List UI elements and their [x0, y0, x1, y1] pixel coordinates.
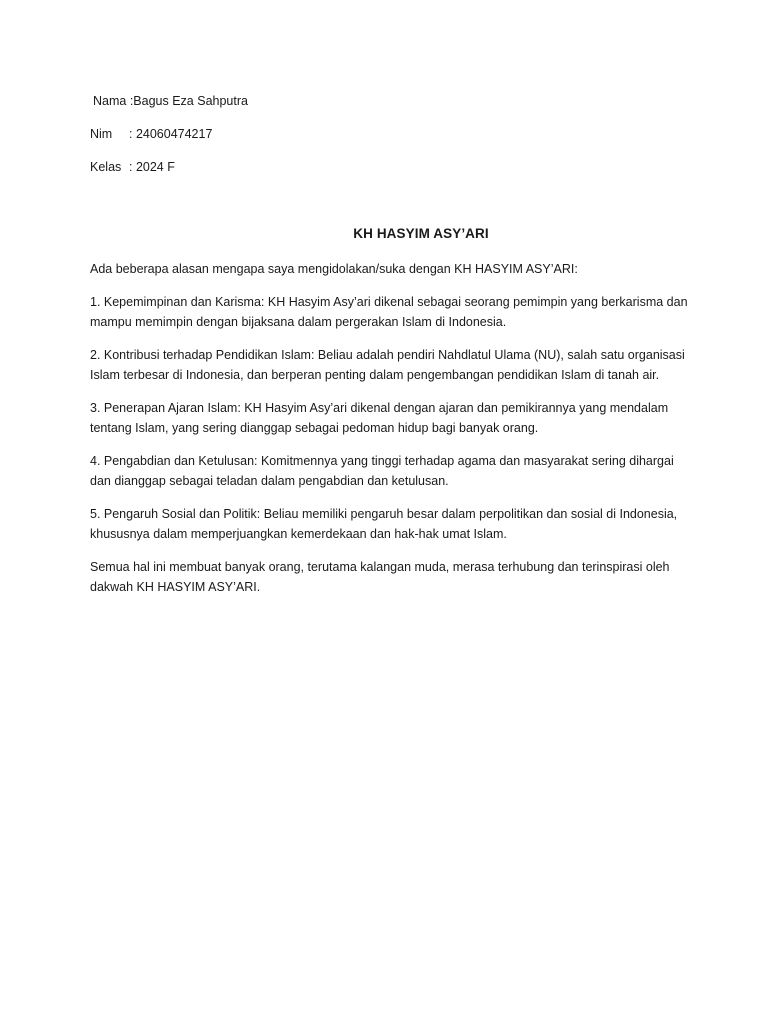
student-identity-block — [90, 92, 248, 191]
name-value: Bagus Eza Sahputra — [133, 94, 248, 108]
point-paragraph: 3. Penerapan Ajaran Islam: KH Hasyim Asy’ari dikenal dengan ajaran dan pemikirannya yang mendalam tentang Islam, yang sering dianggap sebagai pedoman hidup bagi banyak orang. — [90, 401, 669, 435]
name-row — [90, 92, 248, 110]
kelas-value: : 2024 F — [129, 160, 175, 174]
point-paragraph: 4. Pengabdian dan Ketulusan: Komitmennya yang tinggi terhadap agama dan masyarakat sering dihargai dan dianggap sebagai teladan dalam pengabdian dan ketulusan. — [90, 454, 674, 488]
document-title: KH HASYIM ASY’ARI — [353, 226, 489, 241]
closing-paragraph: Semua hal ini membuat banyak orang, terutama kalangan muda, merasa terhubung dan terinspirasi oleh dakwah KH HASYIM ASY’ARI. — [90, 560, 670, 594]
intro-paragraph: Ada beberapa alasan mengapa saya mengidolakan/suka dengan KH HASYIM ASY’ARI: — [90, 262, 578, 276]
name-label: Nama : — [93, 94, 134, 108]
kelas-label: Kelas — [90, 160, 122, 174]
kelas-row — [90, 158, 248, 176]
document-body — [90, 259, 690, 610]
nim-value: : 24060474217 — [129, 127, 213, 141]
nim-label: Nim — [90, 127, 113, 141]
point-paragraph: 2. Kontribusi terhadap Pendidikan Islam: Beliau adalah pendiri Nahdlatul Ulama (NU), salah satu organisasi Islam terbesar di Indonesia, dan berperan penting dalam pengembangan pendidikan Islam di tanah air. — [90, 348, 685, 382]
point-paragraph: 5. Pengaruh Sosial dan Politik: Beliau memiliki pengaruh besar dalam perpolitikan dan sosial di Indonesia, khususnya dalam memperjuangkan kemerdekaan dan hak-hak umat Islam. — [90, 507, 678, 541]
nim-row — [90, 125, 248, 143]
point-paragraph: 1. Kepemimpinan dan Karisma: KH Hasyim Asy’ari dikenal sebagai seorang pemimpin yang berkarisma dan mampu memimpin dengan bijaksana dalam pergerakan Islam di Indonesia. — [90, 295, 688, 329]
